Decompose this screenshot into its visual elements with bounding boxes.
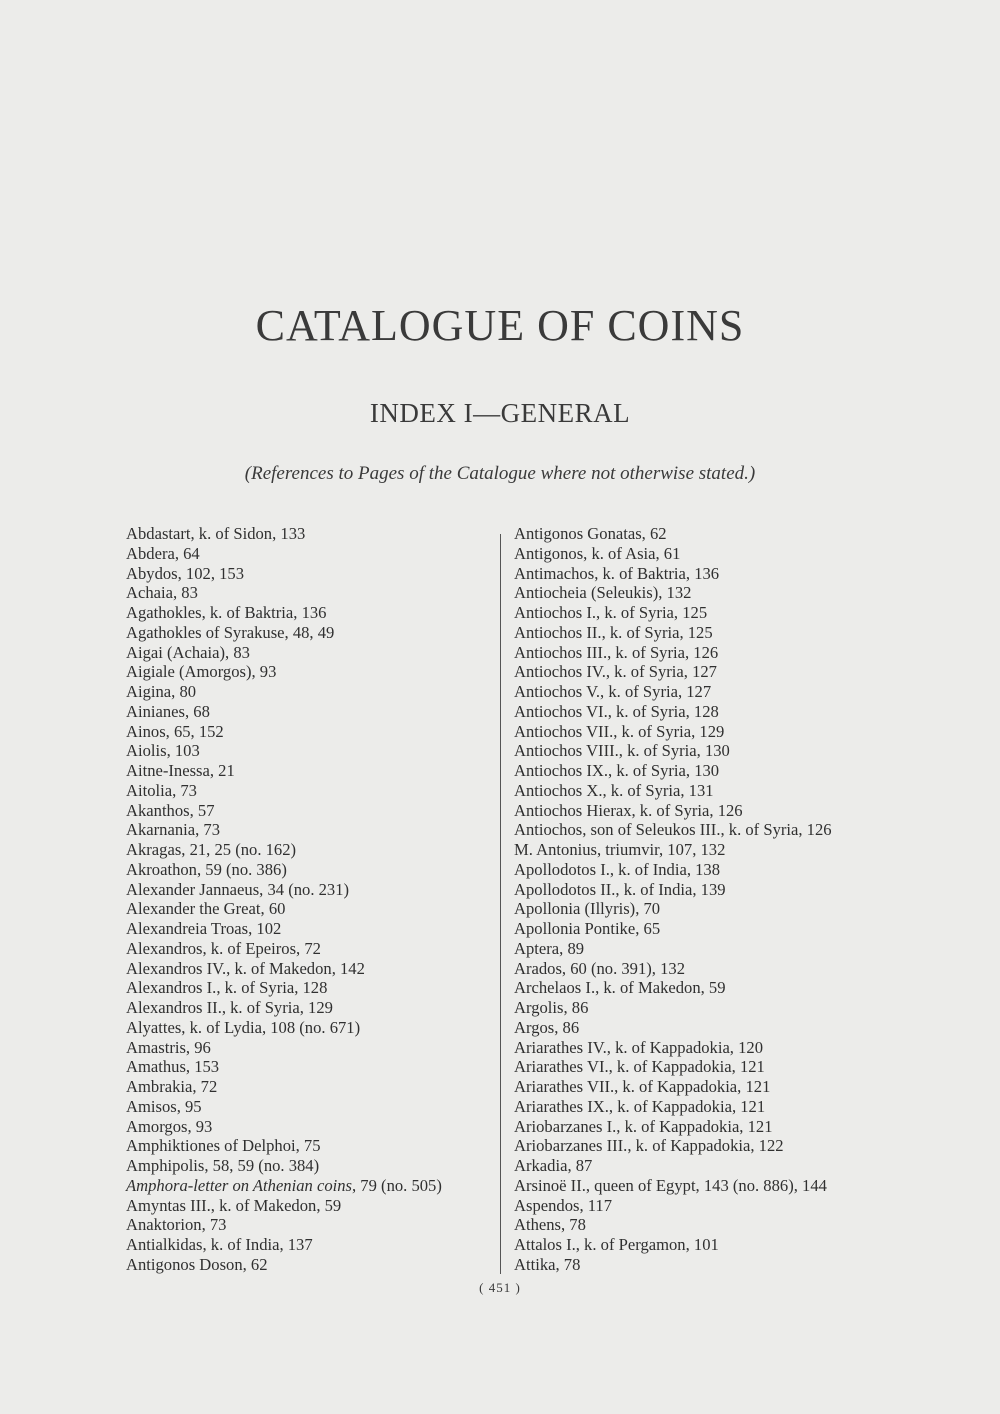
index-entry: Aitne-Inessa, 21: [126, 761, 235, 780]
index-entry: Alexandros IV., k. of Makedon, 142: [126, 958, 365, 978]
index-entry: Athens, 78: [514, 1215, 586, 1235]
index-entry: Antigonos Doson, 62: [126, 1254, 268, 1274]
index-entry: Amorgos, 93: [126, 1116, 213, 1136]
index-entry: Antiochos, son of Seleukos III., k. of Syria, 126: [514, 820, 832, 840]
index-entry: Abdera, 64: [126, 543, 200, 563]
index-entry: Apollodotos II., k. of India, 139: [514, 879, 726, 899]
index-entry: Antiocheia (Seleukis), 132: [514, 583, 692, 603]
index-entry: Arados, 60 (no. 391), 132: [514, 958, 685, 978]
index-entry: Ainianes, 68: [126, 701, 210, 721]
index-entry: Aptera, 89: [514, 938, 585, 958]
index-entry: Akarnania, 73: [126, 820, 220, 840]
index-entry: Antiochos VIII., k. of Syria, 130: [514, 741, 730, 761]
index-entry: Alexandros I., k. of Syria, 128: [126, 978, 328, 998]
index-entry: Amisos, 95: [126, 1096, 202, 1116]
index-entry: Antiochos IV., k. of Syria, 127: [514, 662, 717, 682]
index-column-left: [126, 524, 491, 1275]
index-entry: Antiochos Hierax, k. of Syria, 126: [514, 800, 743, 820]
index-entry: Antialkidas, k. of India, 137: [126, 1235, 313, 1254]
index-entry: Aigiale (Amorgos), 93: [126, 662, 277, 682]
index-entry: Aigai (Achaia), 83: [126, 642, 250, 662]
index-entry: Ambrakia, 72: [126, 1077, 218, 1096]
index-entry: Antigonos, k. of Asia, 61: [514, 543, 681, 563]
index-entry: Aspendos, 117: [514, 1195, 613, 1215]
index-entry-italic-part: Amphora-letter on Athenian coins: [126, 1175, 352, 1195]
index-entry: Ariobarzanes I., k. of Kappadokia, 121: [514, 1116, 773, 1136]
index-entry: Ariarathes VI., k. of Kappadokia, 121: [514, 1057, 765, 1077]
index-entry: Aitolia, 73: [126, 780, 197, 800]
index-entry: Arkadia, 87: [514, 1156, 593, 1175]
index-entry: Antigonos Gonatas, 62: [514, 524, 667, 543]
index-entry: Attalos I., k. of Pergamon, 101: [514, 1235, 719, 1254]
column-divider: [500, 534, 501, 1274]
page-number: ( 451 ): [479, 1280, 521, 1295]
index-entry: Apollonia (Illyris), 70: [514, 899, 661, 919]
index-entry: Agathokles of Syrakuse, 48, 49: [126, 622, 335, 642]
index-entry: Arsinoë II., queen of Egypt, 143 (no. 886), 144: [514, 1175, 827, 1195]
index-entry: Argolis, 86: [514, 998, 589, 1017]
index-entry: Antiochos V., k. of Syria, 127: [514, 682, 712, 701]
index-entry: Akragas, 21, 25 (no. 162): [126, 840, 297, 859]
index-entry: Apollodotos I., k. of India, 138: [514, 859, 721, 879]
index-entry: Amastris, 96: [126, 1037, 211, 1057]
index-entry: Ariobarzanes III., k. of Kappadokia, 122: [514, 1136, 784, 1156]
index-entry: Apollonia Pontike, 65: [514, 919, 661, 938]
index-entry: Amphora-letter on Athenian coins, 79 (no. 505): [126, 1175, 442, 1195]
index-entry: Amathus, 153: [126, 1057, 220, 1077]
index-entry: Aiolis, 103: [126, 741, 200, 761]
index-entry: Attika, 78: [514, 1254, 581, 1274]
index-entry: Antiochos VI., k. of Syria, 128: [514, 701, 719, 721]
index-column-right: [514, 524, 894, 1275]
index-entry: Abydos, 102, 153: [126, 563, 245, 583]
index-entry: Amyntas III., k. of Makedon, 59: [126, 1195, 342, 1215]
index-entry: Achaia, 83: [126, 583, 198, 603]
index-entry: M. Antonius, triumvir, 107, 132: [514, 840, 726, 859]
index-entry: Aigina, 80: [126, 682, 197, 701]
index-entry: Akroathon, 59 (no. 386): [126, 859, 287, 879]
index-entry: Antiochos VII., k. of Syria, 129: [514, 721, 725, 741]
index-entry: Antiochos II., k. of Syria, 125: [514, 622, 713, 642]
index-entry: Akanthos, 57: [126, 800, 215, 820]
index-entry: Antiochos X., k. of Syria, 131: [514, 780, 714, 800]
index-entry: Antiochos III., k. of Syria, 126: [514, 642, 719, 662]
index-entry: Alexander Jannaeus, 34 (no. 231): [126, 879, 350, 899]
index-entry: Argos, 86: [514, 1017, 580, 1037]
index-entry: Alexandreia Troas, 102: [126, 919, 282, 938]
index-entry: Antiochos IX., k. of Syria, 130: [514, 761, 720, 780]
index-entry: Anaktorion, 73: [126, 1215, 227, 1235]
index-entry: Alexandros, k. of Epeiros, 72: [126, 938, 321, 958]
index-entry: Alexandros II., k. of Syria, 129: [126, 998, 333, 1017]
index-entry: Ariarathes IX., k. of Kappadokia, 121: [514, 1096, 766, 1116]
index-entry: Alexander the Great, 60: [126, 899, 286, 919]
index-entry: Antimachos, k. of Baktria, 136: [514, 563, 720, 583]
index-entry: Amphipolis, 58, 59 (no. 384): [126, 1156, 320, 1175]
index-entry: Antiochos I., k. of Syria, 125: [514, 603, 708, 622]
index-entry: Amphiktiones of Delphoi, 75: [126, 1136, 321, 1156]
index-entry: Agathokles, k. of Baktria, 136: [126, 603, 327, 622]
index-entry: Abdastart, k. of Sidon, 133: [126, 524, 306, 543]
index-heading: INDEX I—GENERAL: [369, 398, 631, 428]
index-entry: Ariarathes IV., k. of Kappadokia, 120: [514, 1037, 763, 1057]
index-entry: Alyattes, k. of Lydia, 108 (no. 671): [126, 1017, 361, 1037]
references-note: (References to Pages of the Catalogue where not otherwise stated.): [244, 463, 756, 484]
index-entry: Ariarathes VII., k. of Kappadokia, 121: [514, 1077, 771, 1096]
index-entry: Ainos, 65, 152: [126, 721, 224, 741]
index-entry: Archelaos I., k. of Makedon, 59: [514, 978, 726, 998]
page-title: CATALOGUE OF COINS: [255, 301, 745, 350]
